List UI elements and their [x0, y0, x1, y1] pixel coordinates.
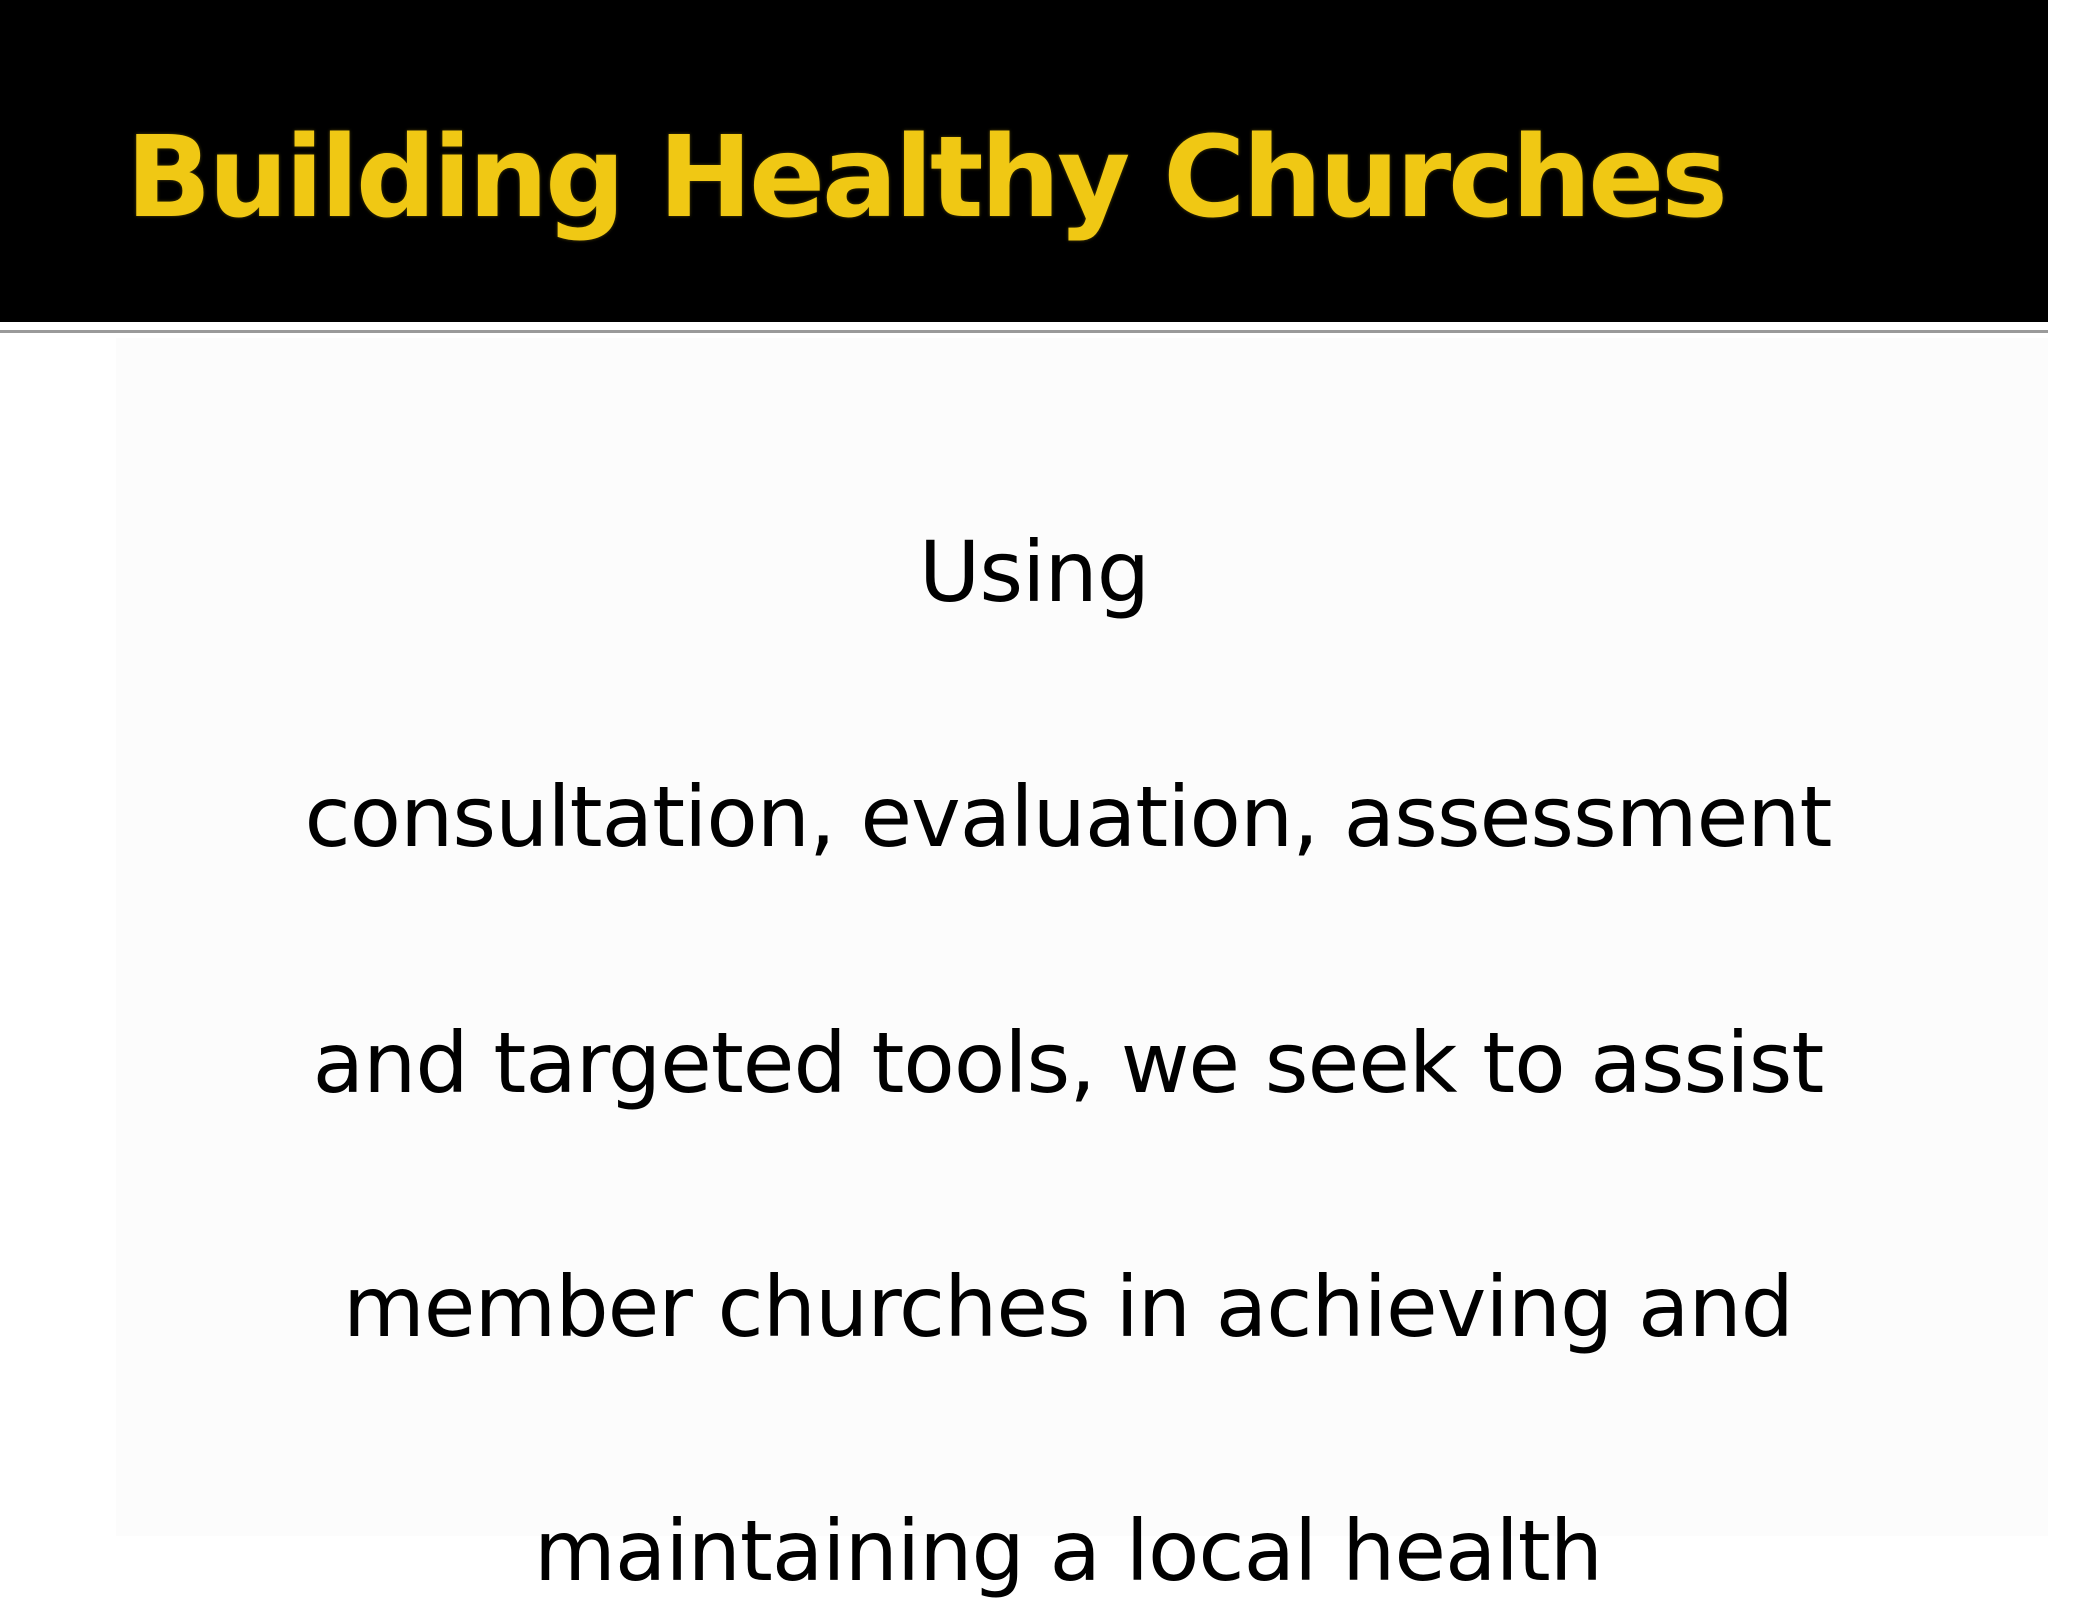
body-line-5: maintaining a local health — [534, 1502, 1602, 1600]
body-line-2: consultation, evaluation, assessment — [304, 768, 1832, 866]
title-bar — [0, 0, 2048, 322]
body-line-4: member churches in achieving and — [342, 1258, 1794, 1356]
body-line-1: Using — [918, 523, 1150, 621]
body-line-3: and targeted tools, we seek to assist — [312, 1014, 1824, 1112]
slide-title: Building Healthy Churches — [126, 113, 1725, 243]
title-divider — [0, 330, 2048, 333]
